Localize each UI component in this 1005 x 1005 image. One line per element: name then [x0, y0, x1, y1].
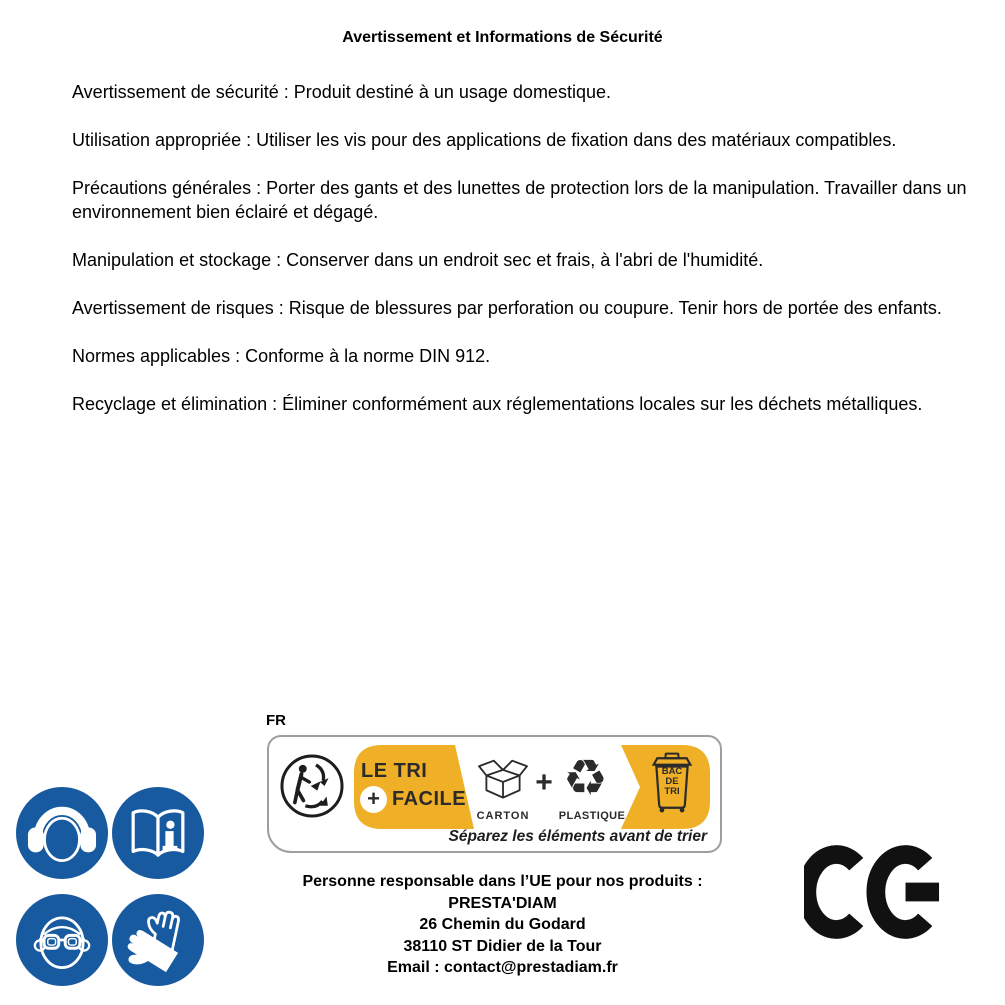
- triman-icon: [279, 753, 345, 819]
- bin-label-line: BAC: [661, 766, 683, 777]
- safety-paragraph-storage: Manipulation et stockage : Conserver dans un endroit sec et frais, à l'abri de l'humidité.: [72, 250, 764, 270]
- sort-easy-headline-line1: LE TRI: [361, 760, 428, 782]
- plus-sign: +: [535, 766, 553, 799]
- info-tri-label: [267, 735, 722, 853]
- safety-paragraph-norms: Normes applicables : Conforme à la norme DIN 912.: [72, 346, 491, 366]
- responsible-line: 26 Chemin du Godard: [419, 916, 586, 933]
- responsible-line: Personne responsable dans l’UE pour nos produits :: [302, 873, 703, 890]
- bin-label-line: DE: [665, 776, 679, 787]
- country-code-label: FR: [266, 712, 286, 729]
- plastique-recycle-icon: ♻: [563, 749, 608, 807]
- carton-label: CARTON: [476, 810, 530, 822]
- carton-box-icon: [475, 757, 531, 805]
- responsible-line: 38110 ST Didier de la Tour: [403, 937, 602, 955]
- ce-marking-icon: [804, 844, 942, 940]
- safety-paragraph-recycling: Recyclage et élimination : Éliminer conformément aux réglementations locales sur les déchets métalliques.: [72, 394, 923, 414]
- plastique-label: PLASTIQUE: [558, 810, 626, 822]
- sorting-caption: Séparez les éléments avant de trier: [448, 828, 707, 845]
- safety-paragraph-usage: Utilisation appropriée : Utiliser les vis pour des applications de fixation dans des matériaux compatibles.: [72, 130, 897, 150]
- sort-easy-headline-line2: FACILE: [392, 788, 467, 810]
- safety-text-block: [72, 80, 968, 440]
- safety-paragraph-precautions: Précautions générales : Porter des gants et des lunettes de protection lors de la manipulation. Travailler dans un environnement bien éclairé et dégagé.: [72, 178, 967, 222]
- safety-paragraph-warning: Avertissement de sécurité : Produit destiné à un usage domestique.: [72, 82, 611, 102]
- wear-ear-protection-icon: [16, 787, 108, 879]
- responsible-line: Email : contact@prestadiam.fr: [387, 959, 618, 976]
- plus-badge-icon: +: [360, 786, 387, 813]
- page-title: Avertissement et Informations de Sécurité: [342, 29, 663, 46]
- read-instruction-manual-icon: [112, 787, 204, 879]
- safety-paragraph-risks: Avertissement de risques : Risque de blessures par perforation ou coupure. Tenir hors de portée des enfants.: [72, 298, 942, 318]
- responsible-line: PRESTA'DIAM: [448, 894, 557, 912]
- bin-label-line: TRI: [664, 786, 680, 797]
